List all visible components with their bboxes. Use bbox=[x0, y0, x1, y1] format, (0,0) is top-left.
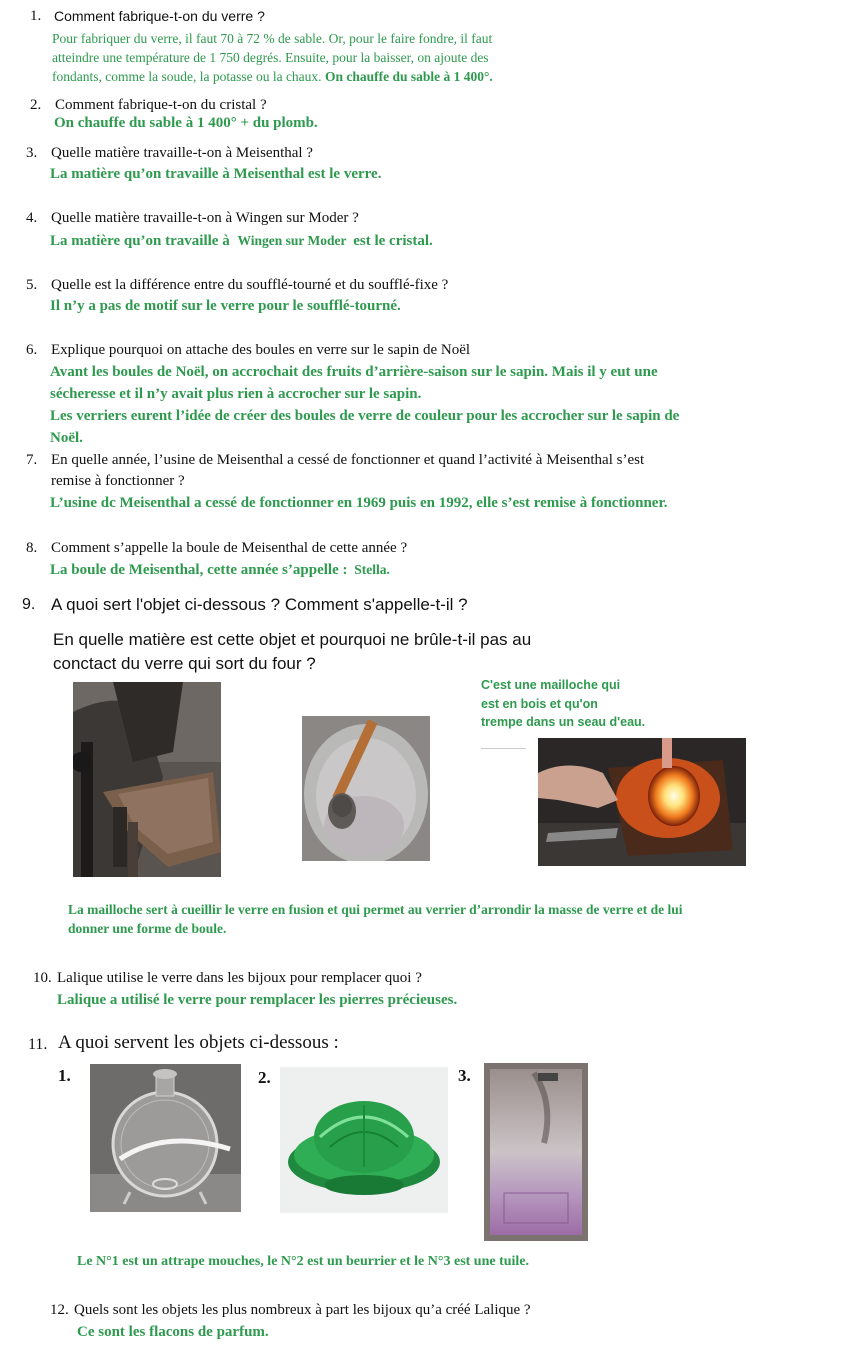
q5-number: 5. bbox=[26, 277, 38, 293]
q7-number: 7. bbox=[26, 452, 38, 468]
q6-answer-line-1: Avant les boules de Noël, on accrochait des fruits d’arrière-saison sur le sapin. Mais il y eut une bbox=[50, 364, 658, 380]
q12-question: Quels sont les objets les plus nombreux à part les bijoux qu’a créé Lalique ? bbox=[74, 1302, 531, 1318]
fly-trap-photo bbox=[90, 1064, 241, 1212]
q3-number: 3. bbox=[26, 145, 38, 161]
q4-question: Quelle matière travaille-t-on à Wingen sur Moder ? bbox=[51, 210, 359, 226]
q2-question: Comment fabrique-t-on du cristal ? bbox=[55, 97, 267, 113]
q9-note bbox=[481, 676, 645, 732]
q6-answer-line-2: sécheresse et il n’y avait plus rien à accrocher sur le sapin. bbox=[50, 386, 422, 402]
q9-note-line-2: est en bois et qu'on bbox=[481, 696, 598, 711]
q9-note-line-3: trempe dans un seau d'eau. bbox=[481, 715, 646, 729]
q10-number: 10. bbox=[33, 970, 52, 986]
q1-answer-line-1: Pour fabriquer du verre, il faut 70 à 72 % de sable. Or, pour le faire fondre, il faut bbox=[52, 31, 493, 46]
q8-question: Comment s’appelle la boule de Meisenthal de cette année ? bbox=[51, 540, 408, 556]
q11-answer: Le N°1 est un attrape mouches, le N°2 est un beurrier et le N°3 est une tuile. bbox=[77, 1254, 530, 1269]
q5-question: Quelle est la différence entre du soufflé-tourné et du soufflé-fixe ? bbox=[51, 277, 449, 293]
q4-answer-start: La matière qu’on travaille à bbox=[50, 233, 234, 249]
q1-answer-line-2: atteindre une température de 1 750 degrés. Ensuite, pour la baisser, on ajoute des bbox=[52, 50, 489, 65]
q9-note-line-1: C'est une mailloche qui bbox=[481, 678, 621, 692]
q12-answer: Ce sont les flacons de parfum. bbox=[77, 1324, 269, 1340]
q7-question-line-2: remise à fonctionner ? bbox=[51, 473, 185, 489]
q11-label-2: 2. bbox=[258, 1068, 271, 1087]
q9-sub-line-2: conctact du verre qui sort du four ? bbox=[53, 654, 316, 673]
q9-question: A quoi sert l'objet ci-dessous ? Comment s'appelle-t-il ? bbox=[51, 595, 468, 614]
q7-question-line-1: En quelle année, l’usine de Meisenthal a cessé de fonctionner et quand l’activité à Meisenthal s’est bbox=[51, 452, 645, 468]
q2-answer: On chauffe du sable à 1 400° + du plomb. bbox=[54, 115, 318, 131]
q6-number: 6. bbox=[26, 342, 38, 358]
q11-number: 11. bbox=[28, 1036, 48, 1053]
tile-photo bbox=[484, 1063, 588, 1241]
q9-sub-line-1: En quelle matière est cette objet et pourquoi ne brûle-t-il pas au bbox=[53, 630, 532, 649]
q1-number: 1. bbox=[30, 8, 42, 24]
q9-number: 9. bbox=[22, 596, 36, 613]
q11-label-1: 1. bbox=[58, 1066, 71, 1085]
q4-answer-place: Wingen sur Moder bbox=[237, 233, 347, 248]
q4-answer bbox=[50, 233, 433, 250]
butter-dish-photo bbox=[280, 1067, 448, 1213]
note-underline bbox=[481, 748, 526, 749]
q11-label-3: 3. bbox=[458, 1066, 471, 1085]
q10-question: Lalique utilise le verre dans les bijoux pour remplacer quoi ? bbox=[57, 970, 422, 986]
q10-answer: Lalique a utilisé le verre pour remplacer les pierres précieuses. bbox=[57, 992, 458, 1008]
q6-answer-line-4: Noël. bbox=[50, 430, 83, 446]
q6-answer-line-3: Les verriers eurent l’idée de créer des boules de verre de couleur pour les accrocher sur le sapin de bbox=[50, 408, 680, 424]
q1-answer-line-3 bbox=[52, 67, 493, 87]
q9-answer-line-1: La mailloche sert à cueillir le verre en fusion et qui permet au verrier d’arrondir la masse de verre et de lui bbox=[68, 902, 683, 917]
mailloche-bucket-photo bbox=[302, 716, 430, 861]
q1-answer-text: fondants, comme la soude, la potasse ou la chaux. bbox=[52, 69, 325, 84]
q1-question: Comment fabrique-t-on du verre ? bbox=[54, 8, 265, 24]
q12-number: 12. bbox=[50, 1302, 69, 1318]
q8-number: 8. bbox=[26, 540, 38, 556]
q5-answer: Il n’y a pas de motif sur le verre pour le soufflé-tourné. bbox=[50, 298, 401, 314]
q1-answer-bold: On chauffe du sable à 1 400°. bbox=[324, 69, 493, 84]
q9-answer-line-2: donner une forme de boule. bbox=[68, 921, 227, 936]
q8-answer-start: La boule de Meisenthal, cette année s’appelle : bbox=[50, 562, 352, 578]
q8-answer bbox=[50, 562, 390, 579]
q3-answer: La matière qu’on travaille à Meisenthal est le verre. bbox=[50, 166, 382, 182]
q4-answer-end: est le cristal. bbox=[349, 233, 433, 249]
q4-number: 4. bbox=[26, 210, 38, 226]
q3-question: Quelle matière travaille-t-on à Meisenthal ? bbox=[51, 145, 313, 161]
q8-answer-name: Stella. bbox=[354, 562, 390, 577]
q6-question: Explique pourquoi on attache des boules en verre sur le sapin de Noël bbox=[51, 342, 471, 358]
mailloche-hand-photo bbox=[73, 682, 221, 877]
q2-number: 2. bbox=[30, 97, 42, 113]
q7-answer: L’usine dc Meisenthal a cessé de fonctionner en 1969 puis en 1992, elle s’est remise à fonctionner. bbox=[50, 495, 668, 511]
q11-question: A quoi servent les objets ci-dessous : bbox=[58, 1032, 339, 1053]
hot-glass-photo bbox=[538, 738, 746, 866]
